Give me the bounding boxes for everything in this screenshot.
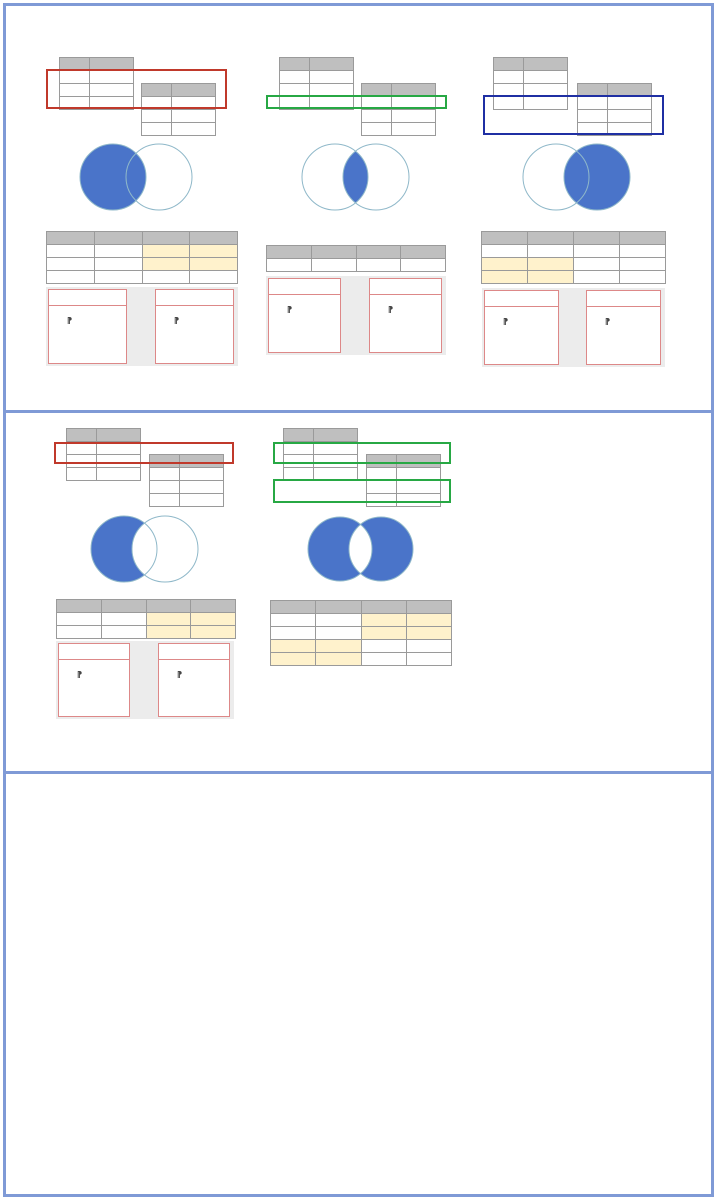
table-header — [190, 232, 238, 245]
table-cell — [94, 271, 142, 284]
table-header — [191, 600, 236, 613]
table-cell — [180, 481, 224, 494]
id-field — [287, 305, 294, 314]
table-cell — [57, 613, 102, 626]
table-row — [271, 627, 452, 640]
result-table — [481, 231, 666, 284]
table-cell — [150, 494, 180, 507]
table-cell — [528, 271, 574, 284]
entity-divider — [156, 305, 233, 306]
table-row — [271, 640, 452, 653]
table-cell — [191, 626, 236, 639]
table-cell — [271, 640, 316, 653]
table-header — [528, 232, 574, 245]
table-row — [150, 481, 224, 494]
key-icon: ⁋ — [388, 305, 394, 314]
table-header — [356, 246, 401, 259]
key-icon: ⁋ — [287, 305, 293, 314]
table-cell — [392, 110, 436, 123]
table-row — [67, 468, 141, 481]
table-cell — [180, 468, 224, 481]
table-cell — [361, 640, 406, 653]
venn-left-join — [78, 142, 194, 212]
highlight-box — [266, 95, 447, 109]
table-cell — [574, 258, 620, 271]
key-icon: ⁋ — [174, 316, 180, 325]
table-cell — [267, 259, 312, 272]
key-icon: ⁋ — [503, 317, 509, 326]
table-cell — [271, 627, 316, 640]
entity-box-t1 — [48, 289, 127, 364]
table-cell — [142, 258, 190, 271]
table-row — [57, 626, 236, 639]
table-cell — [142, 245, 190, 258]
table-cell — [482, 245, 528, 258]
table-cell — [316, 653, 361, 666]
highlight-box — [46, 69, 227, 109]
table-row — [494, 71, 568, 84]
table-header — [314, 429, 358, 442]
table-header — [316, 601, 361, 614]
table-row — [280, 71, 354, 84]
table-cell — [172, 110, 216, 123]
table-cell — [524, 71, 568, 84]
venn-right-join — [521, 142, 632, 212]
table-row — [150, 468, 224, 481]
id-field — [503, 317, 510, 326]
table-row — [362, 110, 436, 123]
table-row — [142, 110, 216, 123]
table-cell — [620, 258, 666, 271]
table-cell — [191, 613, 236, 626]
entity-divider — [370, 294, 441, 295]
table-cell — [316, 614, 361, 627]
table-header — [524, 58, 568, 71]
table-cell — [406, 653, 451, 666]
table-row — [482, 245, 666, 258]
id-field — [77, 670, 84, 679]
table-row — [267, 259, 446, 272]
table-row — [482, 271, 666, 284]
table-cell — [361, 653, 406, 666]
entity-box-t2 — [155, 289, 234, 364]
highlight-box — [273, 479, 451, 503]
entity-box-t2 — [369, 278, 442, 353]
table-row — [142, 123, 216, 136]
table-header — [401, 246, 446, 259]
table-header — [361, 601, 406, 614]
table-cell — [190, 271, 238, 284]
table-cell — [482, 271, 528, 284]
table-cell — [47, 258, 95, 271]
id-field — [67, 316, 74, 325]
key-icon: ⁋ — [77, 670, 83, 679]
table-cell — [362, 110, 392, 123]
entity-box-t1 — [58, 643, 130, 717]
table-cell — [280, 71, 310, 84]
table-header — [97, 429, 141, 442]
table-header — [284, 429, 314, 442]
table-cell — [94, 245, 142, 258]
table-header — [310, 58, 354, 71]
table-cell — [356, 259, 401, 272]
table-cell — [101, 613, 146, 626]
table-cell — [67, 468, 97, 481]
table-cell — [190, 245, 238, 258]
highlight-box — [483, 95, 664, 135]
table-header — [620, 232, 666, 245]
entity-divider — [485, 306, 558, 307]
table-row — [47, 258, 238, 271]
table-cell — [142, 110, 172, 123]
table-cell — [316, 640, 361, 653]
id-field — [177, 670, 184, 679]
table-row — [271, 653, 452, 666]
result-table — [266, 245, 446, 272]
table-cell — [150, 481, 180, 494]
venn-union-exclude-inner — [306, 515, 415, 583]
table-cell — [406, 640, 451, 653]
table-cell — [406, 614, 451, 627]
table-cell — [574, 271, 620, 284]
highlight-box — [273, 442, 451, 464]
table-header — [271, 601, 316, 614]
table-row — [482, 258, 666, 271]
table-header — [67, 429, 97, 442]
table-cell — [362, 123, 392, 136]
table-cell — [316, 627, 361, 640]
table-header — [311, 246, 356, 259]
table-cell — [190, 258, 238, 271]
key-icon: ⁋ — [177, 670, 183, 679]
table-cell — [271, 614, 316, 627]
entity-divider — [159, 659, 229, 660]
table-cell — [180, 494, 224, 507]
table-row — [47, 245, 238, 258]
table-cell — [361, 614, 406, 627]
table-header — [47, 232, 95, 245]
key-icon: ⁋ — [67, 316, 73, 325]
table-cell — [528, 245, 574, 258]
table-cell — [482, 258, 528, 271]
entity-box-t1 — [268, 278, 341, 353]
table-cell — [142, 271, 190, 284]
relationship-diagram — [46, 287, 238, 366]
result-table — [56, 599, 236, 639]
table-cell — [401, 259, 446, 272]
table-cell — [150, 468, 180, 481]
entity-box-t1 — [484, 290, 559, 365]
entity-divider — [269, 294, 340, 295]
table-header — [57, 600, 102, 613]
table-cell — [310, 71, 354, 84]
table-cell — [361, 627, 406, 640]
table-row — [57, 613, 236, 626]
table-cell — [57, 626, 102, 639]
table-cell — [101, 626, 146, 639]
table-cell — [97, 468, 141, 481]
table-header — [142, 232, 190, 245]
table-cell — [311, 259, 356, 272]
source-table-t2 — [361, 83, 436, 136]
table-cell — [142, 123, 172, 136]
table-cell — [47, 271, 95, 284]
highlight-box — [54, 442, 234, 464]
table-cell — [47, 245, 95, 258]
table-header — [146, 600, 191, 613]
relationship-diagram — [266, 276, 446, 355]
key-icon: ⁋ — [605, 317, 611, 326]
entity-divider — [49, 305, 126, 306]
section-full-joins — [3, 771, 714, 1197]
table-cell — [406, 627, 451, 640]
table-row — [271, 614, 452, 627]
venn-inner-join — [300, 142, 411, 212]
id-field — [174, 316, 181, 325]
relationship-diagram — [482, 288, 665, 367]
table-header — [280, 58, 310, 71]
table-cell — [528, 258, 574, 271]
relationship-diagram — [56, 641, 234, 719]
table-header — [482, 232, 528, 245]
table-header — [101, 600, 146, 613]
id-field — [388, 305, 395, 314]
table-header — [94, 232, 142, 245]
table-header — [574, 232, 620, 245]
table-row — [47, 271, 238, 284]
venn-left-exclude — [89, 514, 200, 584]
entity-divider — [587, 306, 660, 307]
table-cell — [271, 653, 316, 666]
result-table — [46, 231, 238, 284]
table-row — [362, 123, 436, 136]
entity-divider — [59, 659, 129, 660]
table-cell — [94, 258, 142, 271]
id-field — [605, 317, 612, 326]
entity-box-t2 — [586, 290, 661, 365]
table-cell — [494, 71, 524, 84]
table-cell — [620, 271, 666, 284]
table-header — [494, 58, 524, 71]
table-header — [406, 601, 451, 614]
table-cell — [620, 245, 666, 258]
table-cell — [392, 123, 436, 136]
result-table — [270, 600, 452, 666]
table-cell — [574, 245, 620, 258]
table-row — [150, 494, 224, 507]
table-header — [267, 246, 312, 259]
table-cell — [172, 123, 216, 136]
table-cell — [146, 626, 191, 639]
entity-box-t2 — [158, 643, 230, 717]
table-cell — [146, 613, 191, 626]
